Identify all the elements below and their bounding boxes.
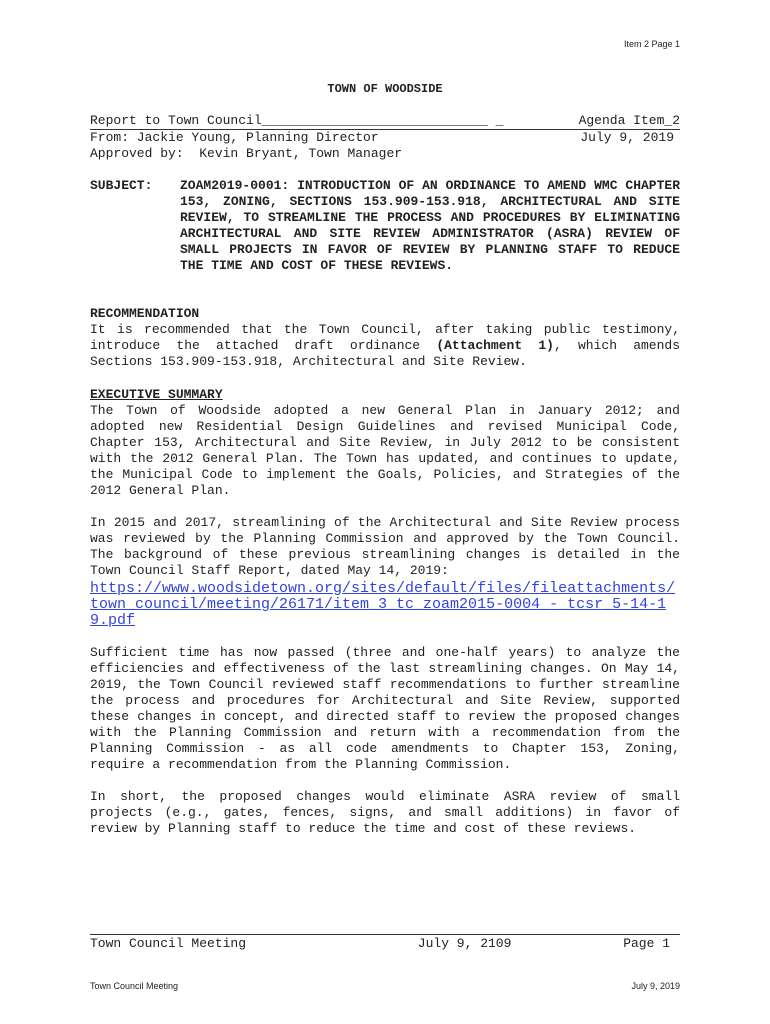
recommendation-section — [90, 306, 680, 370]
footer-center: July 9, 2109 — [417, 936, 512, 951]
footer — [90, 934, 680, 952]
from: From: Jackie Young, Planning Director — [90, 130, 379, 145]
paragraph: In short, the proposed changes would eliminate ASRA review of small projects (e.g., gates, fences, signs, and small additions) in favor of review by Planning staff to reduce the time and cost of these reviews. — [90, 789, 680, 836]
footer-right: Page 1 — [623, 936, 670, 951]
page-title: TOWN OF WOODSIDE — [327, 82, 443, 96]
recommendation-text: It is recommended that the Town Council, after taking public testimony, introduce the attached draft ordinance — [90, 322, 680, 353]
approved-by: Approved by: Kevin Bryant, Town Manager — [90, 146, 403, 161]
paragraph: In 2015 and 2017, streamlining of the Architectural and Site Review process was reviewed by the Planning Commission and approved by the Town Council. The background of these previous streamlining changes is detailed in the Town Council Staff Report, dated May 14, 2019: — [90, 515, 680, 578]
memo-header — [90, 113, 680, 162]
memo-date: July 9, 2019 — [580, 130, 674, 145]
subject — [90, 178, 680, 274]
paragraph: The Town of Woodside adopted a new General Plan in January 2012; and adopted new Residential Design Guidelines and revised Municipal Code, Chapter 153, Architectural and Site Review, in July 2012 to be consistent with the 2012 General Plan. The Town has updated, and continues to update, the Municipal Code to implement the Goals, Policies, and Strategies of the 2012 General Plan. — [90, 403, 680, 498]
recommendation-heading: RECOMMENDATION — [90, 306, 200, 321]
page-footer-left: Town Council Meeting — [90, 981, 179, 991]
page-footer-right: July 9, 2019 — [631, 981, 680, 991]
agenda-item: Agenda Item_2 — [578, 113, 680, 128]
subject-text: ZOAM2019-0001: INTRODUCTION OF AN ORDINANCE TO AMEND WMC CHAPTER 153, ZONING, SECTIONS 153.909-153.918, ARCHITECTURAL AND SITE REVIEW, TO STREAMLINE THE PROCESS AND PROCEDURES BY ELIMINATING ARCHITECTURAL AND SITE REVIEW ADMINISTRATOR (ASRA) REVIEW OF SMALL PROJECTS IN FAVOR OF REVIEW BY PLANNING STAFF TO REDUCE THE TIME AND COST OF THESE REVIEWS. — [180, 178, 680, 273]
executive-summary — [90, 387, 680, 837]
attachment-ref: (Attachment 1) — [436, 338, 554, 353]
footer-left: Town Council Meeting — [90, 936, 247, 951]
report-to: Report to Town Council_____________________________ _ — [90, 113, 504, 128]
executive-summary-heading: EXECUTIVE SUMMARY — [90, 387, 223, 402]
staff-report-link[interactable]: https://www.woodsidetown.org/sites/default/files/fileattachments/town_council/meeting/26171/item_3_tc_zoam2015-0004_-_tcsr_5-14-19.pdf — [90, 580, 676, 629]
paragraph: Sufficient time has now passed (three and one-half years) to analyze the efficiencies and effectiveness of the last streamlining changes. On May 14, 2019, the Town Council reviewed staff recommendations to further streamline the process and procedures for Architectural and Site Review, supported these changes in concept, and directed staff to review the proposed changes with the Planning Commission and return with a recommendation from the Planning Commission - as all code amendments to Chapter 153, Zoning, require a recommendation from the Planning Commission. — [90, 645, 680, 772]
subject-label: SUBJECT: — [90, 178, 153, 193]
page-header: Item 2 Page 1 — [623, 39, 680, 49]
recommendation-text-end: , which amends Sections 153.909-153.918, Architectural and Site Review. — [90, 338, 681, 369]
